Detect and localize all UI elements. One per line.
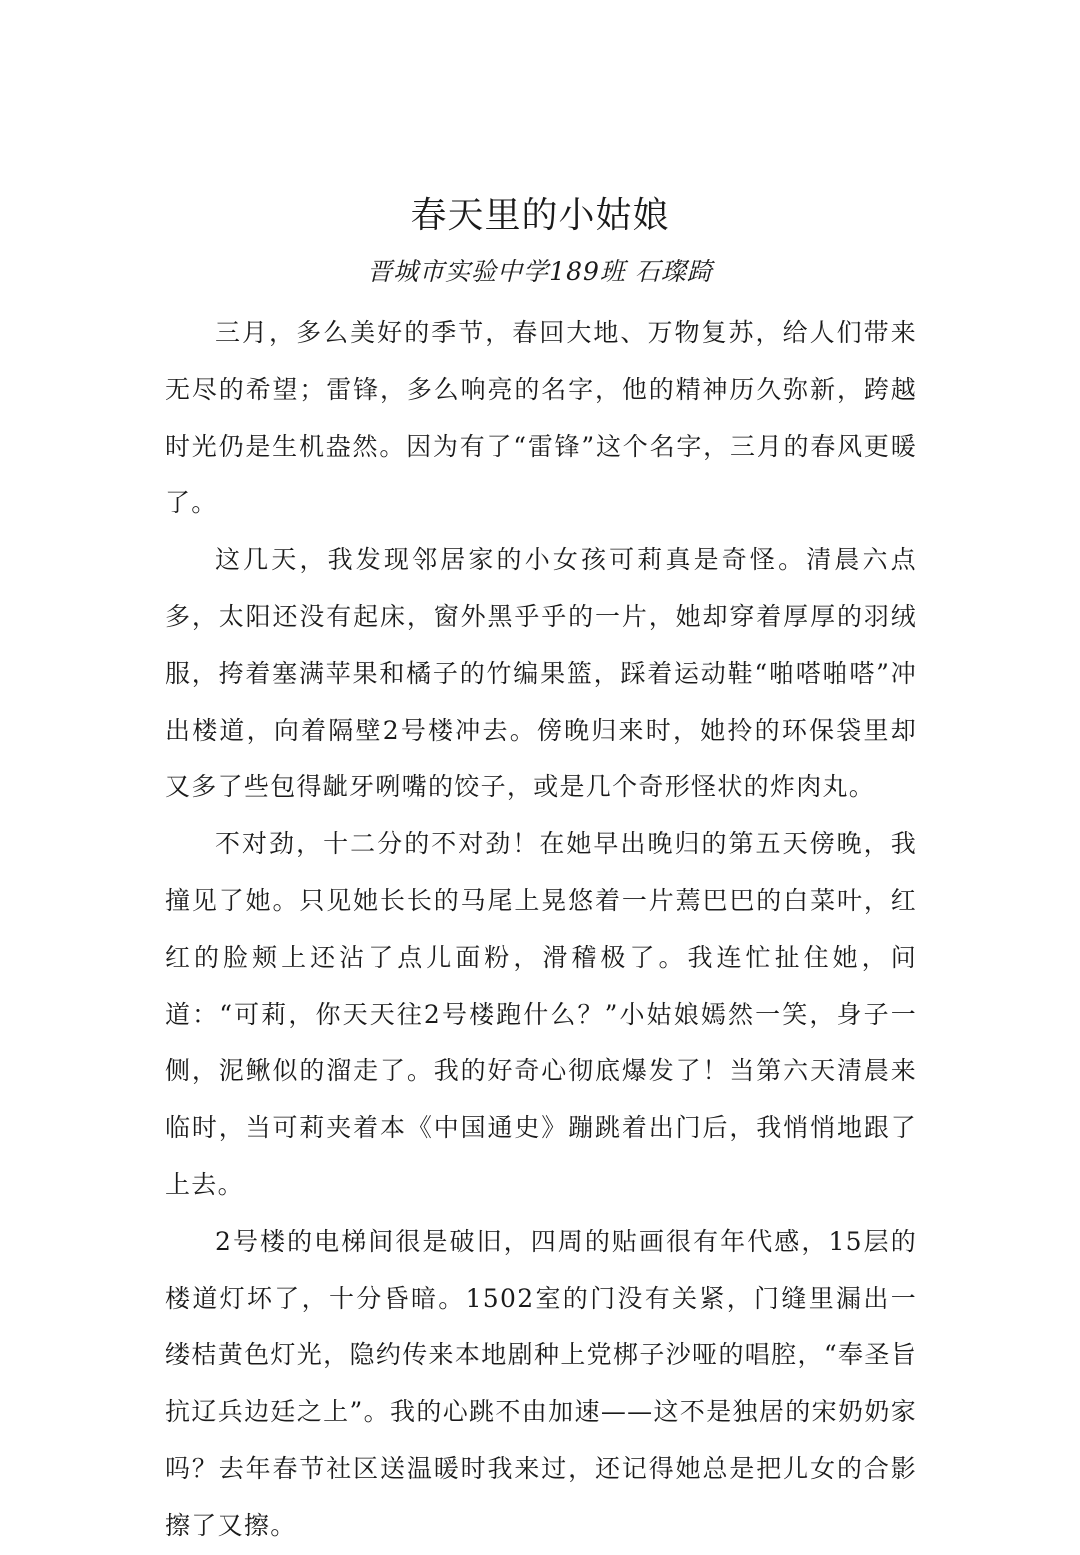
author-byline: 晋城市实验中学189班 石璨踦 [367, 257, 713, 286]
article-title: 春天里的小姑娘 [410, 195, 670, 236]
paragraph-4: 2号楼的电梯间很是破旧，四周的贴画很有年代感，15层的楼道灯坏了，十分昏暗。1502室的门没有关紧，门缝里漏出一缕桔黄色灯光，隐约传来本地剧种上党梆子沙哑的唱腔，“奉圣旨抗辽兵边廷之上”。我的心跳不由加速——这不是独居的宋奶奶家吗？去年春节社区送温暖时我来过，还记得她总是把儿女的合影擦了又擦。 [165, 1226, 917, 1540]
paragraph-3: 不对劲，十二分的不对劲！在她早出晚归的第五天傍晚，我撞见了她。只见她长长的马尾上晃悠着一片蔫巴巴的白菜叶，红红的脸颊上还沾了点儿面粉，滑稽极了。我连忙扯住她，问道：“可莉，你天天往2号楼跑什么？”小姑娘嫣然一笑，身子一侧，泥鳅似的溜走了。我的好奇心彻底爆发了！当第六天清晨来临时，当可莉夹着本《中国通史》蹦跳着出门后，我悄悄地跟了上去。 [165, 829, 917, 1199]
paragraph-1: 三月，多么美好的季节，春回大地、万物复苏，给人们带来无尽的希望；雷锋，多么响亮的名字，他的精神历久弥新，跨越时光仍是生机盎然。因为有了“雷锋”这个名字，三月的春风更暖了。 [165, 318, 917, 518]
paragraph-2: 这几天，我发现邻居家的小女孩可莉真是奇怪。清晨六点多，太阳还没有起床，窗外黑乎乎的一片，她却穿着厚厚的羽绒服，挎着塞满苹果和橘子的竹编果篮，踩着运动鞋“啪嗒啪嗒”冲出楼道，向着隔壁2号楼冲去。傍晚归来时，她拎的环保袋里却又多了些包得龇牙咧嘴的饺子，或是几个奇形怪状的炸肉丸。 [165, 545, 917, 802]
article-body [165, 305, 917, 1555]
